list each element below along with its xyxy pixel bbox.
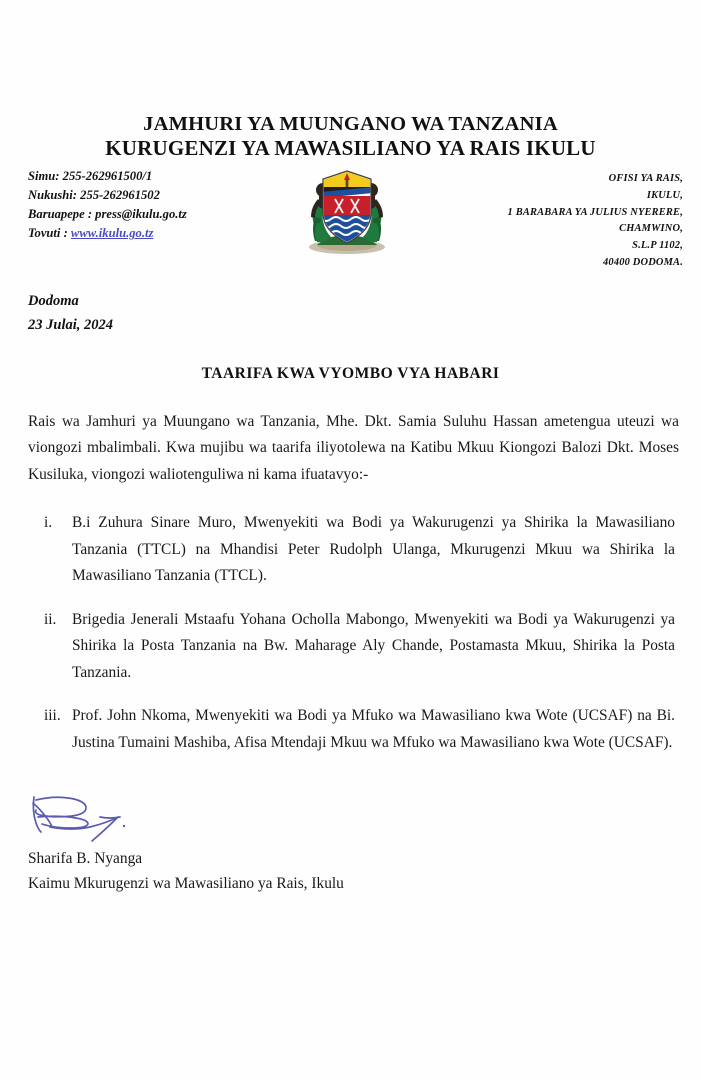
website-line [28, 224, 187, 243]
address-line-3: 1 BARABARA YA JULIUS NYERERE, [507, 206, 683, 218]
tanzania-coat-of-arms-icon [291, 163, 403, 255]
fax-line: Nukushi: 255-262961502 [28, 188, 160, 203]
list-item-text: Prof. John Nkoma, Mwenyekiti wa Bodi ya Mfuko wa Mawasiliano kwa Wote (UCSAF) na Bi. Justina Tumaini Mashiba, Afisa Mtendaji Mkuu wa Mfuko wa Mawasiliano kwa Wote (UCSAF). [72, 707, 675, 751]
address-line-1: OFISI YA RAIS, [608, 172, 683, 184]
address-line-2: IKULU, [646, 189, 683, 201]
contact-details-left [28, 167, 187, 244]
intro-paragraph: Rais wa Jamhuri ya Muungano wa Tanzania, Mhe. Dkt. Samia Suluhu Hassan ametengua uteuzi wa viongozi mbalimbali. Kwa mujibu wa taarifa iliyotolewa na Katibu Mkuu Kiongozi Balozi Dkt. Moses Kusiluka, viongozi waliotenguliwa ni kama ifuatavyo:- [28, 412, 679, 483]
list-item [28, 607, 679, 686]
address-line-5: S.L.P 1102, [632, 240, 683, 252]
date-block [0, 272, 701, 337]
website-link[interactable]: www.ikulu.go.tz [70, 226, 154, 241]
letterhead-title [0, 0, 701, 161]
document-subject-heading: TAARIFA KWA VYOMBO VYA HABARI [201, 364, 500, 382]
address-line-6: 40400 DODOMA. [603, 257, 683, 269]
revoked-appointments-list [28, 510, 679, 756]
handwritten-signature-icon [28, 791, 156, 843]
website-label: Tovuti : [28, 226, 71, 241]
title-line-2: KURUGENZI YA MAWASILIANO YA RAIS IKULU [105, 136, 596, 161]
phone-line: Simu: 255-262961500/1 [28, 168, 153, 183]
list-item-marker: iii. [44, 707, 61, 725]
list-item-marker: i. [44, 514, 53, 532]
signer-name: Sharifa B. Nyanga [28, 850, 143, 868]
list-item [28, 703, 679, 756]
emblem-shield [321, 169, 373, 243]
signer-details [28, 843, 701, 896]
list-item-text: Brigedia Jenerali Mstaafu Yohana Ocholla Mabongo, Mwenyekiti wa Bodi ya Wakurugenzi ya Shirika la Posta Tanzania na Bw. Maharage Aly Chande, Postamasta Mkuu, Shirika la Posta Tanzania. [72, 610, 675, 681]
list-item-marker: ii. [44, 610, 57, 628]
email-line: Baruapepe : press@ikulu.go.tz [28, 207, 187, 222]
title-line-1: JAMHURI YA MUUNGANO WA TANZANIA [143, 113, 558, 135]
office-address [508, 167, 683, 272]
letterhead-contact-row [0, 161, 701, 272]
document-body [0, 383, 701, 756]
place-line: Dodoma [28, 293, 79, 310]
list-item [28, 510, 679, 589]
address-line-4: CHAMWINO, [619, 223, 683, 235]
signature-block [0, 773, 701, 896]
signer-title: Kaimu Mkurugenzi wa Mawasiliano ya Rais, Ikulu [28, 874, 344, 892]
date-line: 23 Julai, 2024 [28, 316, 113, 333]
list-item-text: B.i Zuhura Sinare Muro, Mwenyekiti wa Bodi ya Wakurugenzi ya Shirika la Mawasiliano Tanzania (TTCL) na Mhandisi Peter Rudolph Ulanga, Mkurugenzi Mkuu wa Shirika la Mawasiliano Tanzania (TTCL). [72, 514, 675, 585]
